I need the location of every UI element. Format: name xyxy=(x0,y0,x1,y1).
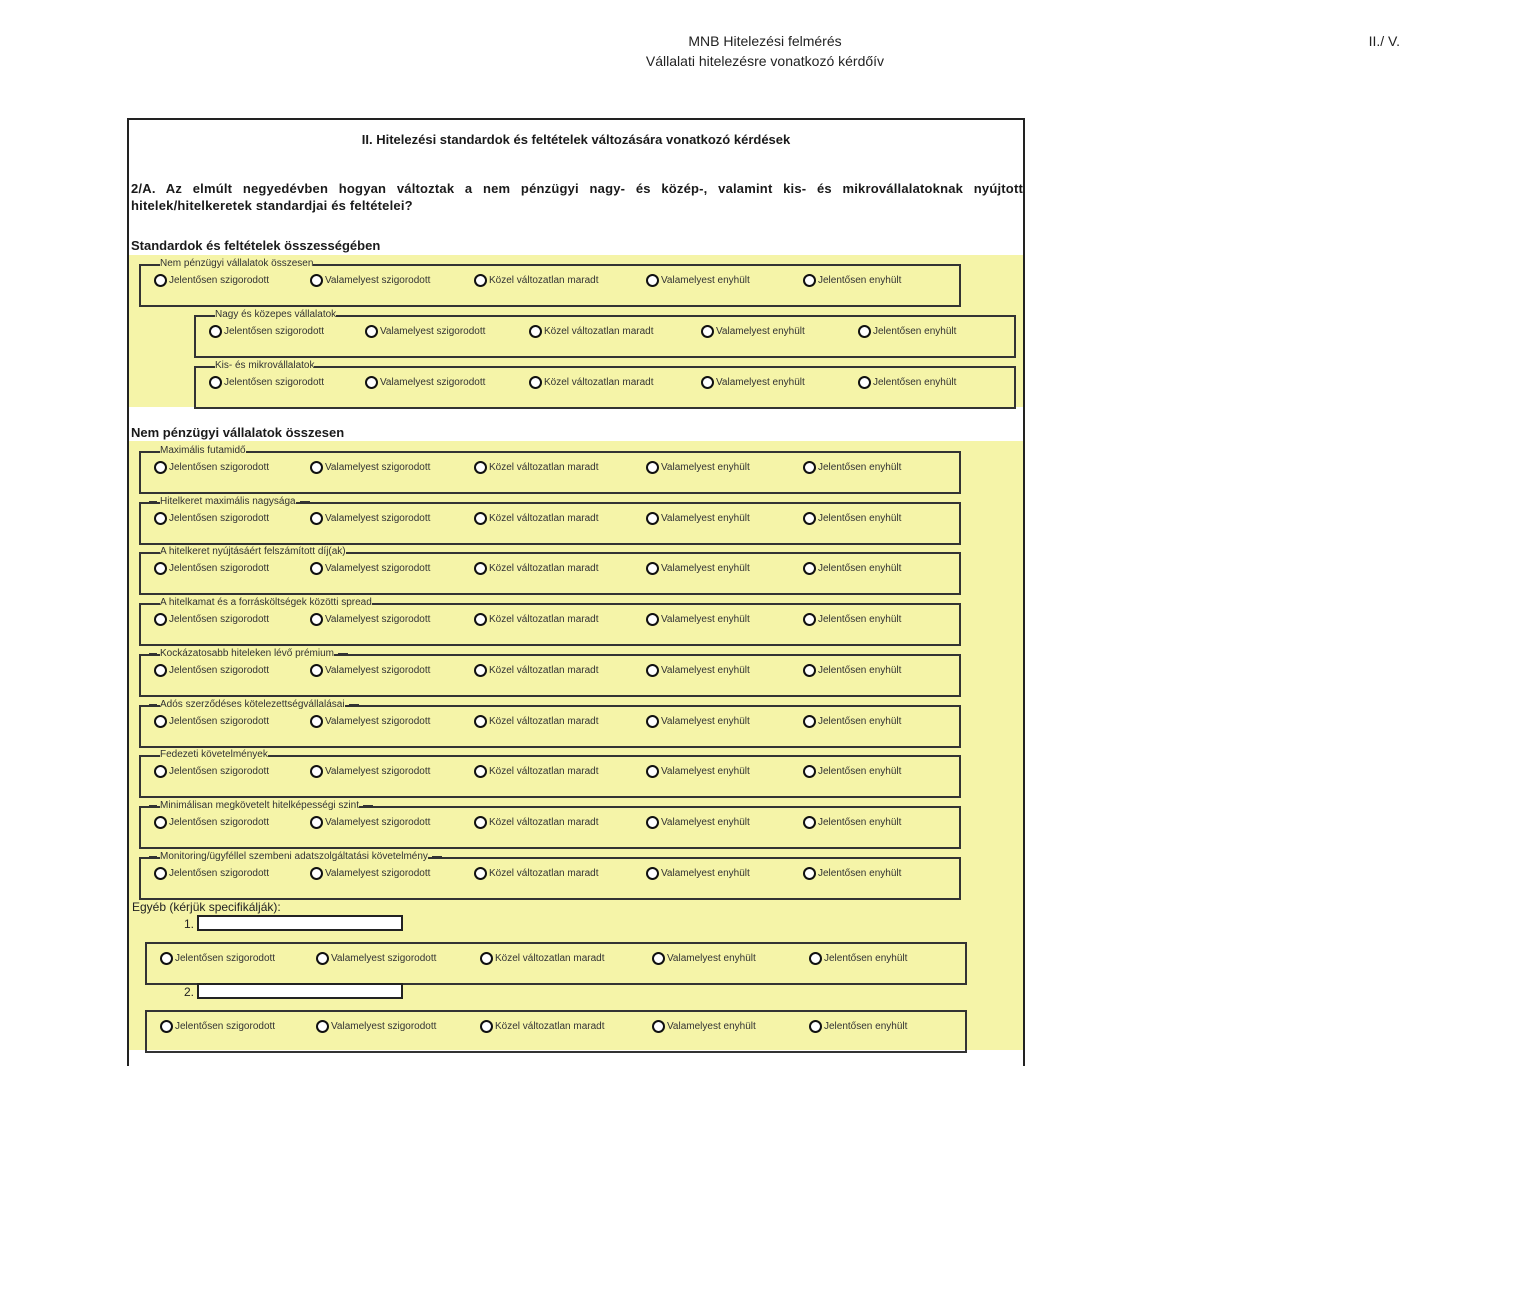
radio-option[interactable] xyxy=(474,512,599,525)
radio-label: Valamelyest enyhült xyxy=(661,614,750,626)
group-risk-premium xyxy=(139,647,961,697)
radio-button[interactable] xyxy=(646,613,659,626)
radio-option[interactable] xyxy=(474,816,599,829)
group-maturity xyxy=(139,445,961,494)
radio-label: Jelentősen enyhült xyxy=(873,326,957,337)
radio-button[interactable] xyxy=(310,867,323,880)
radio-option[interactable] xyxy=(652,952,756,965)
radio-button[interactable] xyxy=(474,512,487,525)
radio-option[interactable] xyxy=(646,512,750,525)
radio-label: Valamelyest szigorodott xyxy=(325,512,431,524)
radio-option[interactable] xyxy=(646,816,750,829)
radio-label: Jelentősen enyhült xyxy=(818,664,902,676)
radio-label: Valamelyest szigorodott xyxy=(325,867,431,879)
group-legend xyxy=(149,647,348,661)
radio-label: Valamelyest enyhült xyxy=(661,867,750,879)
radio-button[interactable] xyxy=(646,765,659,778)
group-legend-label: A hitelkeret nyújtásáért felszámított díj(ak) xyxy=(160,546,346,558)
radio-option[interactable] xyxy=(858,376,956,389)
group-legend xyxy=(149,444,260,458)
radio-label: Valamelyest szigorodott xyxy=(325,462,431,473)
radio-button[interactable] xyxy=(310,715,323,728)
radio-button[interactable] xyxy=(310,562,323,575)
radio-button[interactable] xyxy=(803,867,816,880)
radio-label: Közel változatlan maradt xyxy=(495,1021,605,1032)
group-legend xyxy=(149,495,310,509)
group-covenants xyxy=(139,698,961,748)
group-legend-label: Monitoring/ügyféllel szembeni adatszolgáltatási követelmény xyxy=(160,850,428,862)
radio-option[interactable] xyxy=(701,376,805,389)
radio-label: Valamelyest enyhült xyxy=(667,953,756,964)
group-other-2 xyxy=(145,1010,967,1053)
radio-button[interactable] xyxy=(474,816,487,829)
radio-option[interactable] xyxy=(474,613,599,626)
radio-label: Valamelyest enyhült xyxy=(716,326,805,337)
radio-button[interactable] xyxy=(154,613,167,626)
radio-option[interactable] xyxy=(803,461,901,474)
radio-option[interactable] xyxy=(809,952,907,965)
radio-label: Jelentősen szigorodott xyxy=(169,275,270,286)
radio-label: Valamelyest enyhült xyxy=(661,462,750,473)
radio-option[interactable] xyxy=(803,562,901,575)
radio-button[interactable] xyxy=(474,274,487,287)
radio-option[interactable] xyxy=(154,274,269,287)
radio-option[interactable] xyxy=(310,613,430,626)
radio-label: Közel változatlan maradt xyxy=(489,462,599,473)
radio-option[interactable] xyxy=(316,1020,436,1033)
radio-option[interactable] xyxy=(154,461,269,474)
radio-option[interactable] xyxy=(310,562,430,575)
radio-button[interactable] xyxy=(154,867,167,880)
radio-label: Jelentősen szigorodott xyxy=(169,462,270,473)
radio-option[interactable] xyxy=(809,1020,907,1033)
radio-button[interactable] xyxy=(154,715,167,728)
radio-option[interactable] xyxy=(160,952,275,965)
radio-label: Jelentősen enyhült xyxy=(818,867,902,879)
radio-label: Valamelyest szigorodott xyxy=(325,614,431,626)
radio-label: Jelentősen enyhült xyxy=(818,816,902,828)
radio-button[interactable] xyxy=(365,376,378,389)
radio-option[interactable] xyxy=(154,816,269,829)
radio-button[interactable] xyxy=(310,664,323,677)
radio-button[interactable] xyxy=(646,664,659,677)
survey-name: MNB Hitelezési felmérés xyxy=(688,33,842,49)
radio-button[interactable] xyxy=(646,274,659,287)
radio-button[interactable] xyxy=(154,274,167,287)
radio-option[interactable] xyxy=(646,765,750,778)
group-legend xyxy=(149,698,359,712)
radio-button[interactable] xyxy=(310,613,323,626)
radio-button[interactable] xyxy=(803,461,816,474)
radio-label: Valamelyest szigorodott xyxy=(325,563,431,575)
radio-label: Jelentősen szigorodott xyxy=(175,953,276,964)
radio-option[interactable] xyxy=(474,562,599,575)
radio-label: Közel változatlan maradt xyxy=(489,766,599,778)
group-legend-label: Adós szerződéses kötelezettségvállalásai xyxy=(160,698,345,710)
radio-label: Jelentősen szigorodott xyxy=(169,563,270,575)
radio-button[interactable] xyxy=(529,376,542,389)
radio-option[interactable] xyxy=(154,613,269,626)
radio-label: Valamelyest enyhült xyxy=(661,512,750,524)
radio-button[interactable] xyxy=(803,512,816,525)
radio-option[interactable] xyxy=(858,325,956,338)
radio-button[interactable] xyxy=(209,325,222,338)
radio-button[interactable] xyxy=(474,562,487,575)
radio-option[interactable] xyxy=(803,274,901,287)
radio-option[interactable] xyxy=(646,613,750,626)
radio-option[interactable] xyxy=(310,274,430,287)
questionnaire-name: Vállalati hitelezésre vonatkozó kérdőív xyxy=(645,53,885,69)
radio-button[interactable] xyxy=(803,715,816,728)
group-collateral xyxy=(139,749,961,798)
radio-label: Valamelyest szigorodott xyxy=(325,715,431,727)
group-legend xyxy=(149,545,360,559)
radio-button[interactable] xyxy=(646,461,659,474)
radio-label: Jelentősen szigorodott xyxy=(224,377,325,388)
radio-button[interactable] xyxy=(310,765,323,778)
radio-label: Jelentősen enyhült xyxy=(818,614,902,626)
radio-button[interactable] xyxy=(809,1020,822,1033)
radio-option[interactable] xyxy=(310,461,430,474)
radio-button[interactable] xyxy=(154,664,167,677)
radio-button[interactable] xyxy=(310,274,323,287)
other-item-number-2: 2. xyxy=(184,985,195,999)
radio-option[interactable] xyxy=(209,376,324,389)
group-legend xyxy=(149,850,442,864)
radio-button[interactable] xyxy=(803,664,816,677)
radio-option[interactable] xyxy=(154,562,269,575)
radio-option[interactable] xyxy=(803,816,901,829)
radio-label: Jelentősen szigorodott xyxy=(169,512,270,524)
radio-button[interactable] xyxy=(474,461,487,474)
radio-label: Jelentősen enyhült xyxy=(824,1021,908,1032)
radio-option[interactable] xyxy=(154,715,269,728)
radio-button[interactable] xyxy=(646,715,659,728)
radio-button[interactable] xyxy=(646,562,659,575)
radio-label: Közel változatlan maradt xyxy=(489,614,599,626)
radio-label: Közel változatlan maradt xyxy=(489,512,599,524)
radio-button[interactable] xyxy=(154,562,167,575)
radio-option[interactable] xyxy=(310,715,430,728)
page-number: II./ V. xyxy=(1368,33,1400,49)
radio-option[interactable] xyxy=(652,1020,756,1033)
group-fees xyxy=(139,546,961,595)
group-total xyxy=(139,258,961,307)
radio-option[interactable] xyxy=(646,867,750,880)
radio-option[interactable] xyxy=(803,867,901,880)
radio-label: Jelentősen szigorodott xyxy=(169,867,270,879)
radio-label: Valamelyest enyhült xyxy=(661,715,750,727)
radio-option[interactable] xyxy=(803,765,901,778)
group-legend-label: Kockázatosabb hiteleken lévő prémium xyxy=(160,647,334,659)
radio-label: Közel változatlan maradt xyxy=(489,664,599,676)
radio-option[interactable] xyxy=(316,952,436,965)
radio-button[interactable] xyxy=(154,765,167,778)
radio-label: Jelentősen szigorodott xyxy=(169,766,270,778)
radio-button[interactable] xyxy=(803,613,816,626)
radio-label: Valamelyest enyhült xyxy=(667,1021,756,1032)
radio-button[interactable] xyxy=(310,512,323,525)
radio-button[interactable] xyxy=(858,376,871,389)
other-input-1[interactable] xyxy=(197,915,403,931)
group-legend-label: Nagy és közepes vállalatok xyxy=(215,309,337,320)
radio-label: Valamelyest szigorodott xyxy=(325,816,431,828)
radio-label: Közel változatlan maradt xyxy=(495,953,605,964)
radio-option[interactable] xyxy=(310,664,430,677)
group-legend-label: Maximális futamidő xyxy=(160,445,246,456)
radio-button[interactable] xyxy=(480,952,493,965)
radio-option[interactable] xyxy=(480,952,605,965)
group-legend-label: Fedezeti követelmények xyxy=(160,749,268,761)
radio-label: Jelentősen enyhült xyxy=(873,377,957,388)
radio-option[interactable] xyxy=(474,715,599,728)
radio-label: Közel változatlan maradt xyxy=(489,867,599,879)
question-text: 2/A. Az elmúlt negyedévben hogyan változtak a nem pénzügyi nagy- és közép-, valamint kis- és mikrovállalatoknak nyújtott hitelek/hitelkeretek standardjai és feltételei? xyxy=(131,181,1023,213)
radio-option[interactable] xyxy=(480,1020,605,1033)
radio-label: Valamelyest enyhült xyxy=(716,377,805,388)
group-legend xyxy=(149,596,386,610)
radio-label: Valamelyest szigorodott xyxy=(325,664,431,676)
radio-option[interactable] xyxy=(474,664,599,677)
radio-button[interactable] xyxy=(646,512,659,525)
group-legend xyxy=(204,359,328,373)
radio-label: Jelentősen enyhült xyxy=(818,275,902,286)
radio-button[interactable] xyxy=(480,1020,493,1033)
radio-button[interactable] xyxy=(474,613,487,626)
group-large-medium xyxy=(194,309,1016,358)
group-monitoring xyxy=(139,850,961,900)
radio-option[interactable] xyxy=(365,325,485,338)
radio-label: Jelentősen szigorodott xyxy=(169,816,270,828)
radio-option[interactable] xyxy=(529,325,654,338)
group-creditworthiness xyxy=(139,799,961,849)
radio-button[interactable] xyxy=(209,376,222,389)
radio-option[interactable] xyxy=(646,664,750,677)
group-legend-label: Kis- és mikrovállalatok xyxy=(215,360,315,371)
radio-button[interactable] xyxy=(652,952,665,965)
radio-label: Jelentősen szigorodott xyxy=(169,664,270,676)
radio-button[interactable] xyxy=(160,952,173,965)
block2-title: Nem pénzügyi vállalatok összesen xyxy=(131,425,345,440)
group-small-micro xyxy=(194,360,1016,409)
radio-button[interactable] xyxy=(858,325,871,338)
radio-button[interactable] xyxy=(365,325,378,338)
radio-option[interactable] xyxy=(474,461,599,474)
other-item-number-1: 1. xyxy=(184,917,195,931)
radio-label: Jelentősen szigorodott xyxy=(169,715,270,727)
radio-label: Közel változatlan maradt xyxy=(544,326,654,337)
radio-button[interactable] xyxy=(701,325,714,338)
document-header xyxy=(560,31,970,71)
radio-option[interactable] xyxy=(803,715,901,728)
radio-button[interactable] xyxy=(154,816,167,829)
radio-option[interactable] xyxy=(209,325,324,338)
radio-label: Jelentősen enyhült xyxy=(818,563,902,575)
group-legend xyxy=(204,308,350,322)
radio-option[interactable] xyxy=(160,1020,275,1033)
radio-option[interactable] xyxy=(310,765,430,778)
radio-option[interactable] xyxy=(154,664,269,677)
radio-button[interactable] xyxy=(474,664,487,677)
radio-button[interactable] xyxy=(529,325,542,338)
radio-button[interactable] xyxy=(646,816,659,829)
radio-option[interactable] xyxy=(310,816,430,829)
radio-button[interactable] xyxy=(701,376,714,389)
block1-title: Standardok és feltételek összességében xyxy=(131,238,381,253)
radio-label: Valamelyest szigorodott xyxy=(325,766,431,778)
group-other-1 xyxy=(145,942,967,985)
radio-button[interactable] xyxy=(154,461,167,474)
radio-label: Valamelyest enyhült xyxy=(661,664,750,676)
group-spread xyxy=(139,597,961,646)
radio-label: Jelentősen szigorodott xyxy=(175,1021,276,1032)
radio-label: Közel változatlan maradt xyxy=(544,377,654,388)
group-legend xyxy=(149,257,327,271)
radio-button[interactable] xyxy=(316,952,329,965)
radio-label: Közel változatlan maradt xyxy=(489,816,599,828)
radio-option[interactable] xyxy=(310,867,430,880)
radio-label: Valamelyest szigorodott xyxy=(331,1021,437,1032)
group-legend-label: Minimálisan megkövetelt hitelképességi szint xyxy=(160,799,359,811)
radio-label: Jelentősen enyhült xyxy=(818,766,902,778)
radio-option[interactable] xyxy=(310,512,430,525)
radio-option[interactable] xyxy=(529,376,654,389)
radio-option[interactable] xyxy=(365,376,485,389)
radio-button[interactable] xyxy=(316,1020,329,1033)
radio-label: Valamelyest enyhült xyxy=(661,563,750,575)
radio-label: Közel változatlan maradt xyxy=(489,715,599,727)
radio-label: Közel változatlan maradt xyxy=(489,563,599,575)
radio-button[interactable] xyxy=(803,816,816,829)
radio-button[interactable] xyxy=(310,461,323,474)
radio-option[interactable] xyxy=(474,765,599,778)
radio-option[interactable] xyxy=(803,613,901,626)
group-credit-line-size xyxy=(139,495,961,545)
radio-option[interactable] xyxy=(646,461,750,474)
radio-option[interactable] xyxy=(646,562,750,575)
radio-option[interactable] xyxy=(474,867,599,880)
group-legend-label: Nem pénzügyi vállalatok összesen xyxy=(160,258,314,269)
radio-button[interactable] xyxy=(154,512,167,525)
radio-button[interactable] xyxy=(474,715,487,728)
radio-button[interactable] xyxy=(310,816,323,829)
radio-button[interactable] xyxy=(803,765,816,778)
radio-button[interactable] xyxy=(803,274,816,287)
radio-label: Valamelyest szigorodott xyxy=(331,953,437,964)
form-sheet xyxy=(127,118,1025,1066)
radio-option[interactable] xyxy=(646,715,750,728)
radio-button[interactable] xyxy=(809,952,822,965)
radio-label: Valamelyest szigorodott xyxy=(380,326,486,337)
radio-button[interactable] xyxy=(803,562,816,575)
radio-button[interactable] xyxy=(474,867,487,880)
radio-button[interactable] xyxy=(646,867,659,880)
radio-button[interactable] xyxy=(652,1020,665,1033)
radio-label: Jelentősen enyhült xyxy=(818,715,902,727)
radio-label: Valamelyest enyhült xyxy=(661,275,750,286)
radio-option[interactable] xyxy=(646,274,750,287)
group-legend-label: Hitelkeret maximális nagysága xyxy=(160,495,296,507)
group-legend xyxy=(149,748,282,762)
radio-option[interactable] xyxy=(803,512,901,525)
radio-label: Valamelyest enyhült xyxy=(661,816,750,828)
group-legend-label: A hitelkamat és a forrásköltségek közötti spread xyxy=(160,597,372,609)
radio-label: Jelentősen enyhült xyxy=(818,462,902,473)
radio-label: Jelentősen enyhült xyxy=(818,512,902,524)
radio-option[interactable] xyxy=(154,765,269,778)
radio-label: Valamelyest szigorodott xyxy=(380,377,486,388)
group-legend xyxy=(149,799,373,813)
radio-option[interactable] xyxy=(803,664,901,677)
radio-label: Valamelyest enyhült xyxy=(661,766,750,778)
radio-label: Jelentősen enyhült xyxy=(824,953,908,964)
radio-label: Valamelyest szigorodott xyxy=(325,275,431,286)
section-title: II. Hitelezési standardok és feltételek változására vonatkozó kérdések xyxy=(361,132,791,147)
radio-button[interactable] xyxy=(160,1020,173,1033)
other-label: Egyéb (kérjük specifikálják): xyxy=(132,900,281,914)
radio-option[interactable] xyxy=(154,867,269,880)
radio-option[interactable] xyxy=(474,274,599,287)
radio-label: Közel változatlan maradt xyxy=(489,275,599,286)
other-input-2[interactable] xyxy=(197,983,403,999)
radio-option[interactable] xyxy=(154,512,269,525)
radio-button[interactable] xyxy=(474,765,487,778)
radio-label: Jelentősen szigorodott xyxy=(224,326,325,337)
radio-label: Jelentősen szigorodott xyxy=(169,614,270,626)
radio-option[interactable] xyxy=(701,325,805,338)
